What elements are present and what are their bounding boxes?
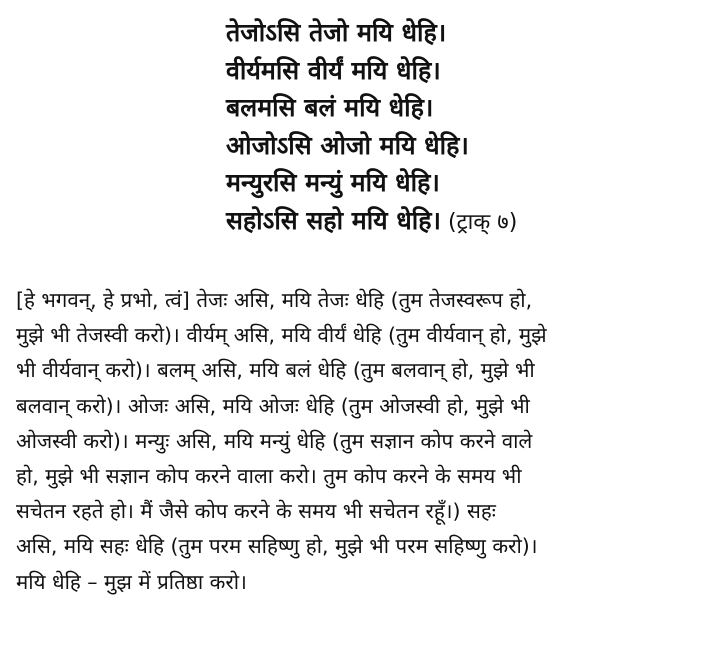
commentary-line: [हे भगवन्, हे प्रभो, त्वं] तेजः असि, मयि तेजः धेहि (तुम तेजस्वरूप हो, [16, 288, 533, 312]
verse-text: ओजोऽसि ओजो मयि धेहि। [226, 130, 469, 160]
verse-text: तेजोऽसि तेजो मयि धेहि। [226, 18, 447, 47]
commentary-line: असि, मयि सहः धेहि (तुम परम सहिष्णु हो, मुझे भी परम सहिष्णु करो)। [16, 534, 538, 559]
commentary-line: भी वीर्यवान् करो)। बलम् असि, मयि बलं धेहि (तुम बलवान् हो, मुझे भी [16, 358, 535, 383]
verse-line [226, 202, 706, 242]
verse-line [226, 164, 706, 202]
commentary-paragraph [16, 283, 706, 600]
commentary-line: ओजस्वी करो)। मन्युः असि, मयि मन्युं धेहि (तुम सज्ञान कोप करने वाले [16, 428, 533, 453]
verse-line [226, 14, 706, 52]
verse-text: वीर्यमसि वीर्यं मयि धेहि। [226, 55, 441, 85]
commentary-line: बलवान् करो)। ओजः असि, मयि ओजः धेहि (तुम ओजस्वी हो, मुझे भी [16, 393, 530, 418]
commentary-line: हो, मुझे भी सज्ञान कोप करने वाला करो। तुम कोप करने के समय भी [16, 464, 522, 489]
commentary-line: मयि धेहि – मुझ में प्रतिष्ठा करो। [16, 569, 247, 594]
verse-text: सहोऽसि सहो मयि धेहि। [226, 205, 441, 235]
commentary-line: सचेतन रहते हो। मैं जैसे कोप करने के समय भी सचेतन रहूँ।) सहः [16, 499, 496, 524]
verse-text: मन्युरसि मन्युं मयि धेहि। [226, 168, 440, 197]
verse-text: बलमसि बलं मयि धेहि। [226, 93, 434, 122]
verse-line [226, 52, 706, 90]
commentary-line: मुझे भी तेजस्वी करो)। वीर्यम् असि, मयि वीर्यं धेहि (तुम वीर्यवान् हो, मुझे [16, 323, 547, 348]
verse-line [226, 127, 706, 165]
verse-block [226, 14, 706, 241]
verse-reference: (ट्राक् ७) [441, 209, 518, 235]
verse-line [226, 89, 706, 127]
